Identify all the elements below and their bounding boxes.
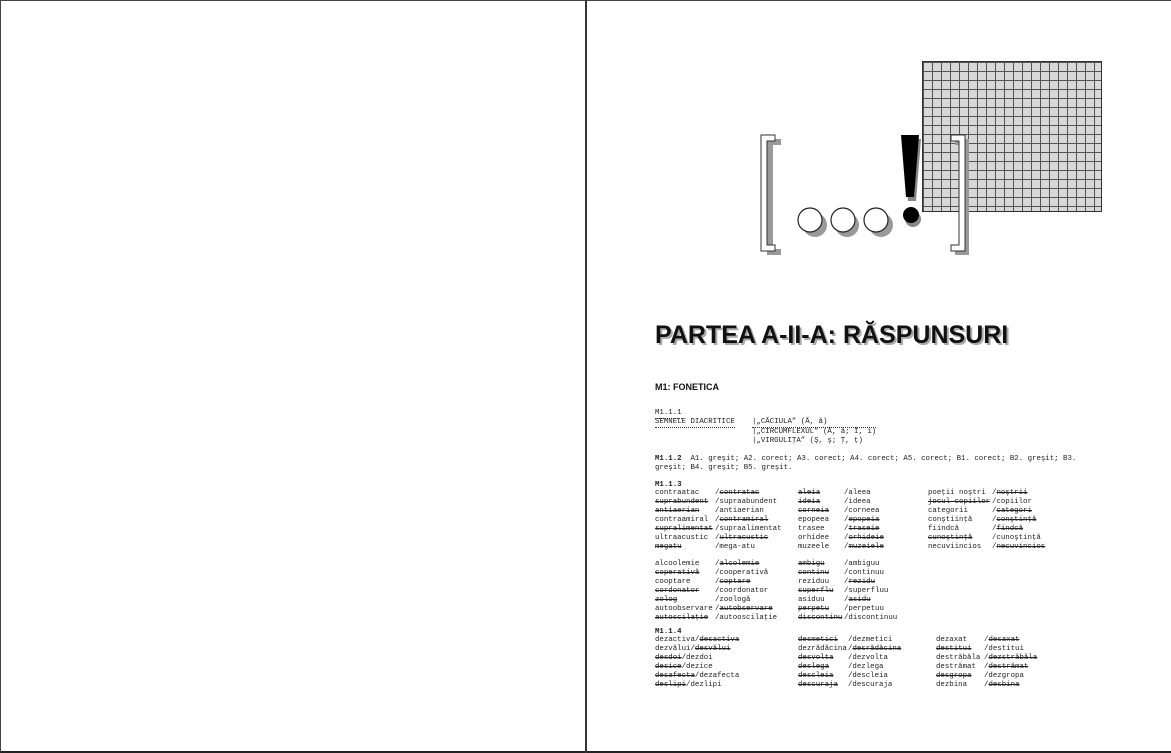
- word-form: orhidee: [798, 534, 830, 542]
- word-pair-row: [798, 636, 901, 645]
- m112-line-2: greşit; B4. greşit; B5. greşit.: [655, 464, 793, 472]
- word-pair-row: [798, 681, 901, 690]
- word-separator: /aleea: [844, 489, 871, 497]
- word-form: continu: [798, 569, 830, 577]
- word-form: deslega: [798, 663, 830, 671]
- incorrect-word-form: desrădăcina: [852, 645, 902, 653]
- word-pair-row: [936, 645, 1037, 654]
- word-pair-row: [798, 498, 884, 507]
- word-form: suprabundent: [655, 498, 709, 506]
- word-pair-row: [798, 645, 901, 654]
- incorrect-word-form: alcolemie: [719, 560, 760, 568]
- word-form: corneia: [798, 507, 830, 515]
- word-separator: /dezlega: [848, 663, 884, 671]
- word-pair-row: [798, 663, 901, 672]
- word-form: dezactiva: [655, 636, 695, 644]
- word-form: autoobservare: [655, 605, 713, 613]
- word-form: dezaxat: [936, 636, 968, 644]
- word-pair-row: [798, 543, 884, 552]
- word-form: superflu: [798, 587, 834, 595]
- word-form: descleia: [798, 672, 834, 680]
- m113-column-1: [655, 489, 782, 552]
- word-pair-row: [655, 578, 777, 587]
- word-form: reziduu: [798, 578, 830, 586]
- word-separator: /: [844, 596, 849, 604]
- word-pair-row: [928, 543, 1045, 552]
- incorrect-word-form: orhideie: [848, 534, 884, 542]
- word-pair-row: [655, 525, 782, 534]
- word-separator: /cooperativă: [715, 569, 769, 577]
- m113-label: M1.1.3: [655, 481, 682, 489]
- word-form: desmetici: [798, 636, 838, 644]
- incorrect-word-form: conştinţă: [996, 516, 1037, 524]
- incorrect-word-form: asidu: [848, 596, 871, 604]
- word-pair-row: [798, 489, 884, 498]
- word-separator: /: [992, 516, 997, 524]
- incorrect-word-form: desbina: [988, 681, 1020, 689]
- m113-column-3: [928, 489, 1045, 552]
- word-separator: /ideea: [844, 498, 871, 506]
- word-form: destrăbăla: [936, 654, 981, 662]
- bracket-ellipsis-exclamation-illustration: [755, 125, 985, 265]
- m112-block: [655, 455, 1076, 473]
- m113-column-1b: [655, 560, 777, 623]
- word-pair-row: [928, 489, 1045, 498]
- word-separator: /: [984, 681, 989, 689]
- incorrect-word-form: noştrii: [996, 489, 1028, 497]
- word-pair-row: [798, 534, 884, 543]
- word-form: antiaerian: [655, 507, 700, 515]
- word-pair-row: [928, 498, 1045, 507]
- word-form: perpetu: [798, 605, 830, 613]
- word-separator: /coordonator: [715, 587, 769, 595]
- word-form: jocul copiilor: [928, 498, 991, 506]
- word-separator: /: [844, 543, 849, 551]
- word-form: desvolta: [798, 654, 834, 662]
- incorrect-word-form: muzeiele: [848, 543, 884, 551]
- incorrect-word-form: contratac: [719, 489, 760, 497]
- incorrect-word-form: categori: [996, 507, 1032, 515]
- incorrect-word-form: desactiva: [699, 636, 740, 644]
- word-separator: /cunoştinţă: [992, 534, 1041, 542]
- word-pair-row: [928, 525, 1045, 534]
- m111-line-2: |„CIRCUMFLEXUL” (Â, â; Î, î): [752, 428, 877, 436]
- word-separator: /destitui: [984, 645, 1024, 653]
- word-pair-row: [928, 507, 1045, 516]
- m111-label: M1.1.1: [655, 409, 682, 417]
- word-separator: /dezvolta: [848, 654, 888, 662]
- word-separator: /: [715, 578, 720, 586]
- word-form: deslipi: [655, 681, 687, 689]
- word-form: dezbina: [936, 681, 968, 689]
- word-pair-row: [798, 614, 897, 623]
- m111-lines: [752, 418, 876, 446]
- word-pair-row: [928, 516, 1045, 525]
- word-form: discontinu: [798, 614, 843, 622]
- word-separator: /: [715, 605, 720, 613]
- word-separator: /: [715, 534, 720, 542]
- word-pair-row: [798, 587, 897, 596]
- word-form: categorii: [928, 507, 968, 515]
- word-pair-row: [798, 507, 884, 516]
- word-separator: /: [844, 578, 849, 586]
- m111-left-text: SEMNELE DIACRITICE: [655, 418, 735, 426]
- incorrect-word-form: findcă: [996, 525, 1024, 533]
- word-form: fiindcă: [928, 525, 960, 533]
- word-pair-row: [798, 654, 901, 663]
- word-form: necuviincios: [928, 543, 982, 551]
- word-separator: /copiilor: [992, 498, 1032, 506]
- word-separator: /mega-atu: [715, 543, 755, 551]
- word-separator: /antiaerian: [715, 507, 764, 515]
- word-separator: /dezgropa: [984, 672, 1024, 680]
- word-separator: /dezmetici: [848, 636, 893, 644]
- word-separator: /: [844, 525, 849, 533]
- word-pair-row: [655, 654, 739, 663]
- incorrect-word-form: rezidu: [848, 578, 876, 586]
- word-separator: /: [984, 636, 989, 644]
- m112-line-1: A1. greşit; A2. corect; A3. corect; A4. corect; A5. corect; B1. corect; B2. greşit; B3.: [690, 455, 1077, 463]
- word-form: autoscilaţie: [655, 614, 709, 622]
- section-heading: M1: FONETICA: [655, 382, 719, 392]
- incorrect-word-form: necuvincios: [996, 543, 1046, 551]
- word-pair-row: [798, 605, 897, 614]
- word-pair-row: [655, 534, 782, 543]
- word-form: cooptare: [655, 578, 691, 586]
- word-form: desdoi: [655, 654, 682, 662]
- word-pair-row: [936, 663, 1037, 672]
- word-pair-row: [798, 596, 897, 605]
- word-separator: /descleia: [848, 672, 888, 680]
- word-pair-row: [798, 578, 897, 587]
- word-form: cunoştinţă: [928, 534, 973, 542]
- word-separator: /dezlipi: [686, 681, 722, 689]
- incorrect-word-form: contramiral: [719, 516, 769, 524]
- incorrect-word-form: destrămat: [988, 663, 1029, 671]
- word-form: asiduu: [798, 596, 825, 604]
- word-pair-row: [655, 543, 782, 552]
- word-separator: /: [844, 516, 849, 524]
- word-form: dezvălui: [655, 645, 691, 653]
- word-form: aleia: [798, 489, 821, 497]
- word-form: trasee: [798, 525, 825, 533]
- word-separator: /: [992, 525, 997, 533]
- word-pair-row: [798, 560, 897, 569]
- word-separator: /autooscilaţie: [715, 614, 778, 622]
- word-form: poeţii noştri: [928, 489, 986, 497]
- word-form: ultraacustic: [655, 534, 709, 542]
- word-separator: /discontinuu: [844, 614, 898, 622]
- word-form: destitui: [936, 645, 972, 653]
- word-separator: /dezafecta: [694, 672, 740, 680]
- word-pair-row: [928, 534, 1045, 543]
- word-pair-row: [655, 596, 777, 605]
- word-separator: /: [992, 489, 997, 497]
- word-separator: /dezice: [681, 663, 713, 671]
- word-pair-row: [655, 614, 777, 623]
- m111-line-3: |„VIRGULIŢA” (Ş, ş; Ţ, ţ): [752, 437, 863, 445]
- word-pair-row: [655, 498, 782, 507]
- word-pair-row: [936, 636, 1037, 645]
- word-pair-row: [655, 569, 777, 578]
- word-form: alcoolemie: [655, 560, 700, 568]
- word-separator: /supraalimentat: [715, 525, 782, 533]
- word-form: muzeele: [798, 543, 830, 551]
- word-pair-row: [936, 672, 1037, 681]
- word-pair-row: [798, 516, 884, 525]
- m114-column-3: [936, 636, 1037, 690]
- word-separator: /: [992, 543, 997, 551]
- word-form: contraamiral: [655, 516, 709, 524]
- word-separator: /: [984, 654, 989, 662]
- word-form: desice: [655, 663, 682, 671]
- word-form: descuraja: [798, 681, 838, 689]
- word-pair-row: [798, 672, 901, 681]
- word-pair-row: [655, 507, 782, 516]
- word-separator: /continuu: [844, 569, 884, 577]
- m114-label: M1.1.4: [655, 628, 682, 636]
- word-separator: /: [715, 489, 720, 497]
- word-form: contraatac: [655, 489, 700, 497]
- word-separator: /ambiguu: [844, 560, 880, 568]
- incorrect-word-form: autobservare: [719, 605, 773, 613]
- m113-column-2b: [798, 560, 897, 623]
- m112-label: M1.1.2: [655, 455, 682, 463]
- m114-column-2: [798, 636, 901, 690]
- incorrect-word-form: coptare: [719, 578, 751, 586]
- word-separator: /perpetuu: [844, 605, 884, 613]
- left-page-blank: [1, 1, 585, 751]
- page-divider: [585, 0, 587, 753]
- incorrect-word-form: dezstrăbăla: [988, 654, 1038, 662]
- word-form: cordonator: [655, 587, 700, 595]
- word-form: supralimentat: [655, 525, 713, 533]
- word-separator: /: [694, 636, 700, 644]
- word-separator: /: [984, 663, 989, 671]
- word-pair-row: [655, 645, 739, 654]
- word-pair-row: [655, 672, 739, 681]
- word-separator: /descuraja: [848, 681, 893, 689]
- word-separator: /: [848, 645, 853, 653]
- incorrect-word-form: desvălui: [694, 645, 731, 653]
- word-form: megatu: [655, 543, 682, 551]
- word-separator: /superfluu: [844, 587, 889, 595]
- word-form: ideia: [798, 498, 821, 506]
- word-pair-row: [655, 605, 777, 614]
- word-pair-row: [655, 681, 739, 690]
- word-pair-row: [936, 654, 1037, 663]
- word-separator: /: [715, 560, 720, 568]
- incorrect-word-form: traseie: [848, 525, 880, 533]
- word-form: coperativă: [655, 569, 700, 577]
- incorrect-word-form: desaxat: [988, 636, 1020, 644]
- word-pair-row: [655, 663, 739, 672]
- word-form: conştiinţă: [928, 516, 973, 524]
- word-pair-row: [936, 681, 1037, 690]
- word-separator: /supraabundent: [715, 498, 778, 506]
- word-pair-row: [655, 489, 782, 498]
- incorrect-word-form: epopeia: [848, 516, 880, 524]
- word-pair-row: [655, 587, 777, 596]
- word-form: destrămat: [936, 663, 976, 671]
- m114-column-1: [655, 636, 739, 690]
- word-separator: /corneea: [844, 507, 880, 515]
- word-pair-row: [655, 636, 739, 645]
- word-separator: /: [844, 534, 849, 542]
- page-title: PARTEA A-II-A: RĂSPUNSURI: [655, 321, 1009, 349]
- word-separator: /: [690, 645, 695, 653]
- word-pair-row: [655, 560, 777, 569]
- word-pair-row: [798, 525, 884, 534]
- word-form: desafecta: [655, 672, 695, 680]
- word-form: dezrădăcina: [798, 645, 847, 653]
- word-separator: /: [992, 507, 997, 515]
- word-form: ambigu: [798, 560, 825, 568]
- m111-line-1: |„CĂCIULA” (Ă, ă): [752, 418, 876, 428]
- word-form: desgropa: [936, 672, 972, 680]
- word-pair-row: [655, 516, 782, 525]
- word-separator: /zoologă: [715, 596, 751, 604]
- word-separator: /dezdoi: [681, 654, 713, 662]
- word-form: zolog: [655, 596, 678, 604]
- m113-column-2: [798, 489, 884, 552]
- word-form: epopeea: [798, 516, 830, 524]
- word-separator: /: [715, 516, 720, 524]
- word-pair-row: [798, 569, 897, 578]
- incorrect-word-form: ultracustic: [719, 534, 769, 542]
